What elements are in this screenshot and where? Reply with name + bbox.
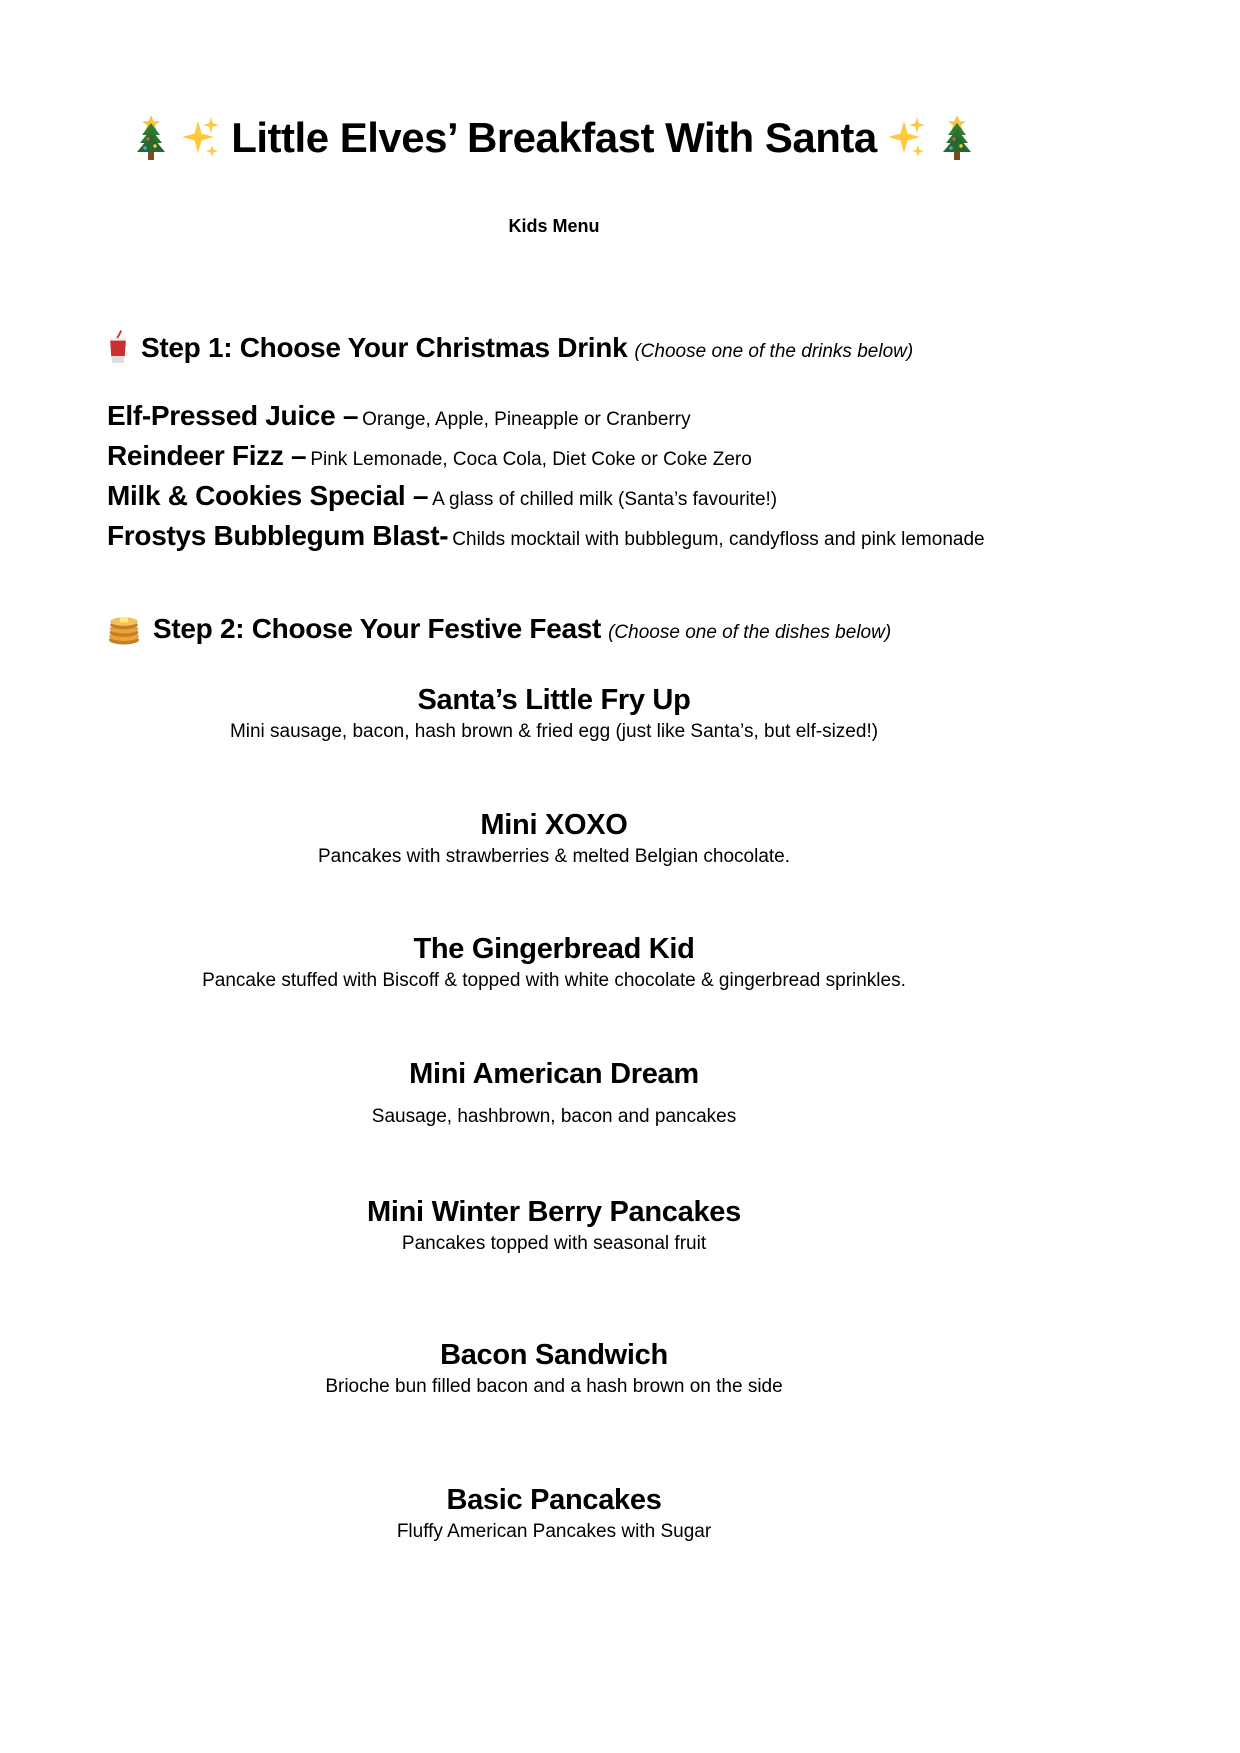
dish-description: Pancakes with strawberries & melted Belgian chocolate.	[317, 846, 791, 867]
dish-description: Pancake stuffed with Biscoff & topped with white chocolate & gingerbread sprinkles.	[202, 970, 906, 991]
dish-description: Pancakes topped with seasonal fruit	[401, 1233, 707, 1254]
dish-title: Mini XOXO	[480, 809, 628, 841]
drink-item	[107, 438, 1001, 478]
dish-description: Mini sausage, bacon, hash brown & fried egg (just like Santa’s, but elf-sized!)	[229, 721, 879, 742]
drink-name: Reindeer Fizz –	[107, 440, 307, 471]
step1-note: (Choose one of the drinks below)	[634, 341, 914, 362]
drink-item	[107, 398, 1001, 438]
dish-title: Mini American Dream	[409, 1058, 699, 1090]
menu-subtitle: Kids Menu	[508, 216, 600, 236]
dish-description: Sausage, hashbrown, bacon and pancakes	[371, 1106, 737, 1127]
dish-mini-xoxo	[107, 808, 1001, 870]
dish-title: The Gingerbread Kid	[413, 933, 695, 965]
drink-name: Milk & Cookies Special –	[107, 480, 429, 511]
sparkles-icon	[889, 115, 925, 161]
page-title-text: Little Elves’ Breakfast With Santa	[231, 114, 877, 161]
step2-title: Step 2: Choose Your Festive Feast	[153, 613, 602, 644]
dish-title: Santa’s Little Fry Up	[417, 684, 691, 716]
dish-santas-little-fry-up	[107, 683, 1001, 745]
dish-basic-pancakes	[107, 1483, 1001, 1545]
dish-mini-winter-berry-pancakes	[107, 1195, 1001, 1257]
drinks-list	[107, 398, 1001, 558]
step2-heading	[107, 613, 1001, 645]
christmas-tree-icon	[937, 115, 977, 161]
drink-description: Orange, Apple, Pineapple or Cranberry	[362, 409, 691, 430]
dish-description: Fluffy American Pancakes with Sugar	[396, 1521, 712, 1542]
drink-name: Frostys Bubblegum Blast-	[107, 520, 449, 551]
drink-item	[107, 478, 1001, 518]
step2-note: (Choose one of the dishes below)	[608, 622, 892, 643]
page-title	[107, 108, 1001, 168]
drink-name: Elf-Pressed Juice –	[107, 400, 359, 431]
step1-title: Step 1: Choose Your Christmas Drink	[141, 332, 628, 363]
drink-description: Pink Lemonade, Coca Cola, Diet Coke or Coke Zero	[310, 449, 752, 470]
dish-description: Brioche bun filled bacon and a hash brown on the side	[325, 1376, 783, 1397]
dish-the-gingerbread-kid	[107, 932, 1001, 994]
dish-bacon-sandwich	[107, 1338, 1001, 1400]
dish-title: Basic Pancakes	[446, 1484, 662, 1516]
christmas-tree-icon	[131, 115, 171, 161]
dish-title: Bacon Sandwich	[440, 1339, 668, 1371]
drink-item	[107, 518, 1001, 558]
step1-heading	[107, 330, 1001, 364]
drink-description: Childs mocktail with bubblegum, candyfloss and pink lemonade	[452, 529, 985, 550]
drink-description: A glass of chilled milk (Santa’s favourite!)	[432, 489, 778, 510]
sparkles-icon	[183, 115, 219, 161]
cup-with-straw-icon	[107, 330, 129, 364]
dish-title: Mini Winter Berry Pancakes	[367, 1196, 741, 1228]
pancakes-icon	[107, 613, 141, 645]
dish-mini-american-dream	[107, 1057, 1001, 1130]
